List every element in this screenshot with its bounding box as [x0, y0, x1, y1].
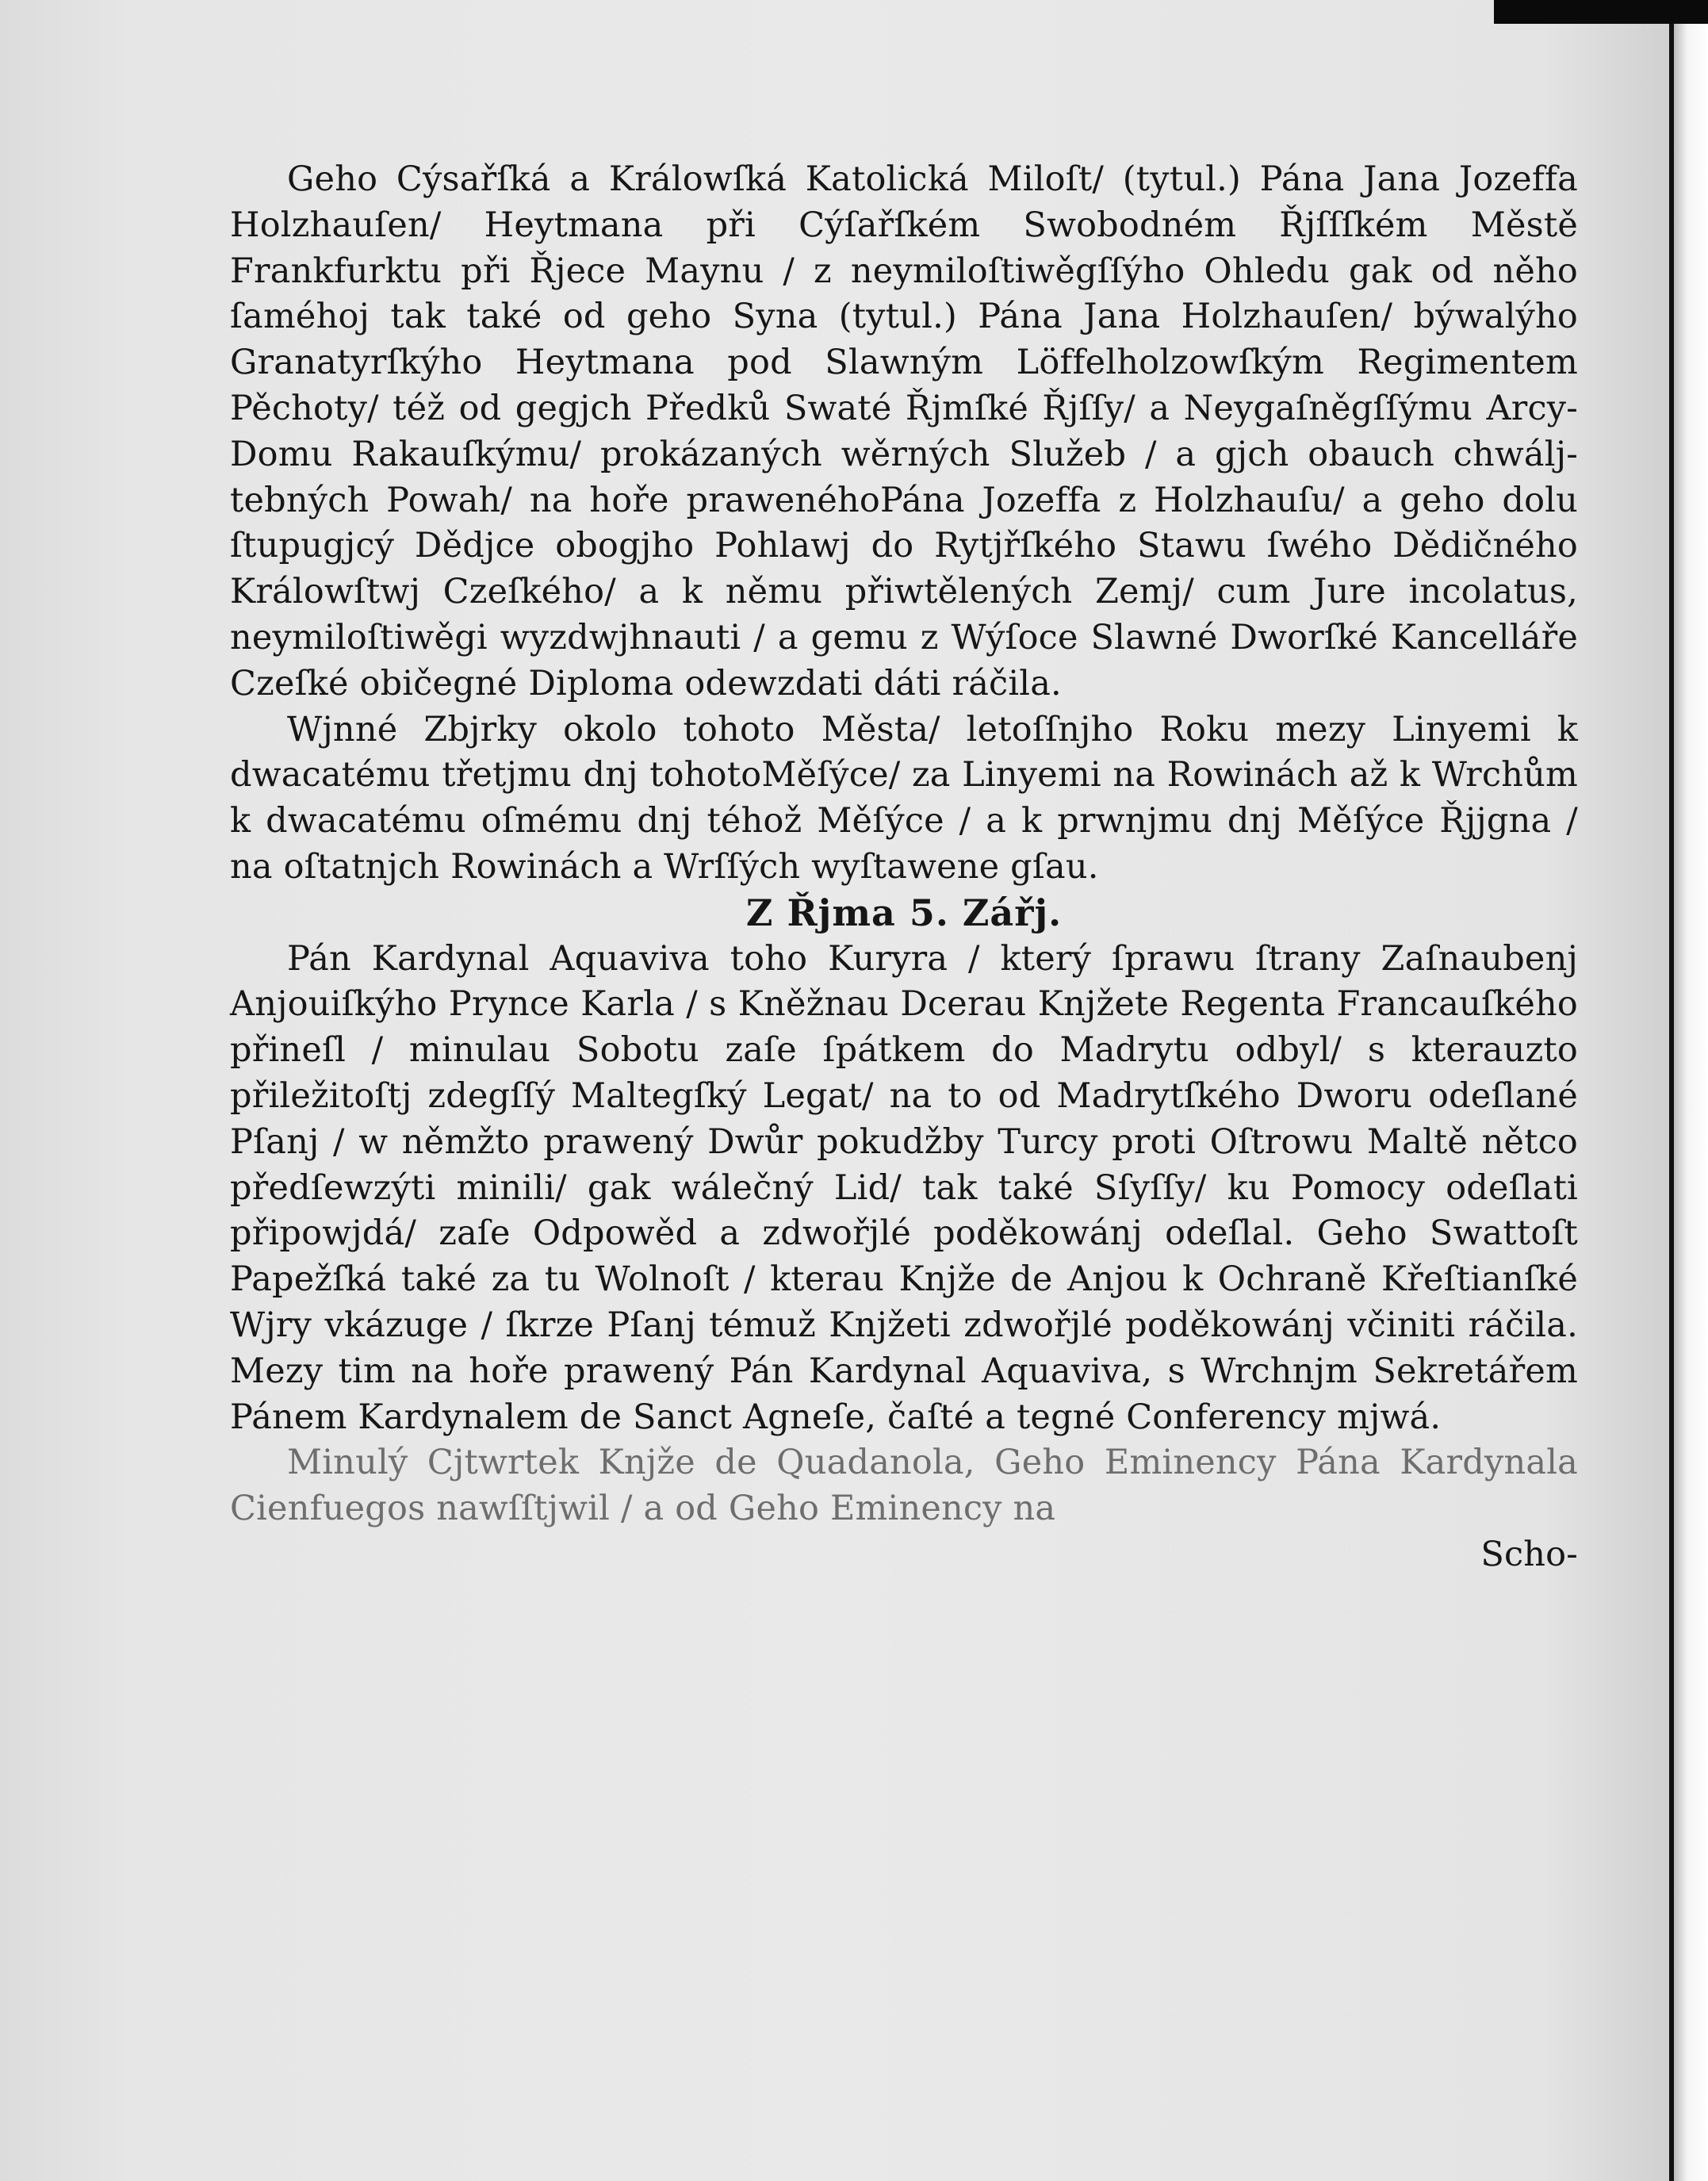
catchword: Scho-: [1480, 1534, 1578, 1574]
paragraph-harvest: Wjnné Zbjrky okolo tohoto Města/ letoſſnjho Roku mezy Linyemi k dwacatému třetjmu dnj tohotoMěſýce/ za Linyemi na Rowinách až k Wrchům k dwacatému oſmému dnj téhož Měſýce / a k prwnjmu dnj Měſýce Řjjgna / na oſtatnjch Rowinách a Wrſſých wyſtawene gſau.: [230, 709, 1578, 887]
paragraph-last: Minulý Cjtwrtek Knjže de Quadanola, Geho Eminency Pána Kardynala Cienfuegos nawſſtjwil / a od Geho Eminency na: [230, 1443, 1578, 1529]
page-edge: [1673, 0, 1708, 2181]
paragraph-rome-news: Pán Kardynal Aquaviva toho Kuryra / který ſprawu ſtrany Zaſnaubenj Anjouiſkýho Prynce Karla / s Kněžnau Dcerau Knjžete Regenta Francauſkého přineſl / minulau Sobotu zaſe ſpátkem do Madrytu odbyl/ s kterauzto přiležitoſtj zdegſſý Maltegſký Legat/ na to od Madrytſkého Dworu odeſlané Pſanj / w němžto prawený Dwůr pokudžby Turcy proti Oſtrowu Maltě nětco předſewzýti minili/ gak wálečný Lid/ tak také Sſyſſy/ ku Pomocy odeſlati připowjdá/ zaſe Odpowěd a zdwořjlé poděkowánj odeſlal. Geho Swattoſt Papežſká také za tu Wolnoſt / kterau Knjže de Anjou k Ochraně Křeſtianſké Wjry vkázuge / ſkrze Pſanj témuž Knjžeti zdwořjlé poděkowánj včiniti ráčila. Mezy tim na hoře prawený Pán Kardynal Aquaviva, s Wrchnjm Sekretářem Pánem Kardynalem de Sanct Agneſe, čaſté a tegné Conferency mjwá.: [230, 938, 1578, 1437]
dateline-heading: Z Řjma 5. Zářj.: [745, 891, 1063, 934]
paragraph-diploma: Geho Cýsařſká a Králowſká Katolická Miloſt/ (tytul.) Pána Jana Jozeffa Holzhauſen/ Heytmana při Cýſařſkém Swobodném Řjſſſkém Městě Frankfurktu při Řjece Maynu / z neymiloſtiwěgſſýho Ohledu gak od něho ſaméhoj tak také od geho Syna (tytul.) Pána Jana Holzhauſen/ býwalýho Granatyrſkýho Heytmana pod Slawným Löffelholzowſkým Regimentem Pěchoty/ též od gegjch Předků Swaté Řjmſké Řjſſy/ a Neygaſněgſſýmu Arcy-Domu Rakauſkýmu/ prokázaných wěrných Služeb / a gjch obauch chwálj-tebných Powah/ na hoře prawenéhoPána Jozeffa z Holzhauſu/ a geho dolu ſtupugjcý Dědjce obogjho Pohlawj do Rytjřſkého Stawu ſwého Dědičného Králowſtwj Czeſkého/ a k němu přiwtělených Zemj/ cum Jure incolatus, neymiloſtiwěgi wyzdwjhnauti / a gemu z Wýſoce Slawné Dworſké Kancelláře Czeſké običegné Diploma odewzdati dáti ráčila.: [230, 159, 1578, 703]
page-edge-shadow-line: [1669, 22, 1674, 2181]
top-dark-corner: [1494, 0, 1708, 24]
text-body: [230, 157, 1578, 1578]
